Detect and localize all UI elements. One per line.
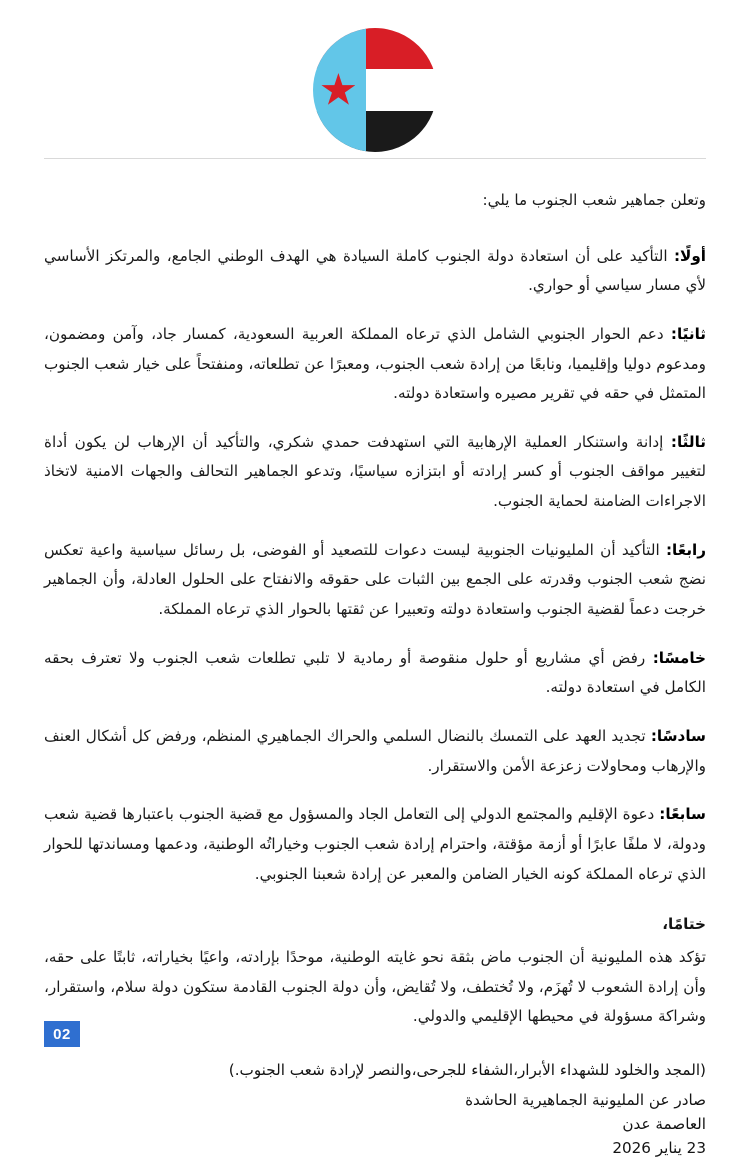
signoff-issuer: صادر عن المليونية الجماهيرية الحاشدة [465,1090,706,1109]
signoff-place: العاصمة عدن [622,1115,706,1134]
clause-6-text: تجديد العهد على التمسك بالنضال السلمي والحراك الجماهيري المنظم، ورفض كل أشكال العنف والإرهاب ومحاولات زعزعة الأمن والاستقرار. [44,726,706,775]
clause-3 [44,428,706,517]
clause-7-lead: سابعًا: [659,805,706,824]
clause-5-lead: خامسًا: [652,648,706,667]
closing-paragraph: تؤكد هذه المليونية أن الجنوب ماض بثقة نحو غايته الوطنية، موحدًا بإرادته، واعيًا بخياراته، ثابتًا على حقه، وأن إرادة الشعوب لا تُهزَم، ولا تُختطف، ولا تُقايض، وأن دولة الجنوب القادمة ستكون دولة سلام، واستقرار، وشراكة مسؤولة في محيطها الإقليمي والدولي. [44,948,706,1026]
south-yemen-flag-roundel-icon [313,28,437,152]
header-divider [44,158,706,159]
clause-2 [44,320,706,409]
signoff-date: 23 يناير 2026 [612,1139,706,1158]
clause-7 [44,800,706,889]
clause-5 [44,644,706,703]
emblem-container [0,28,750,152]
clause-4 [44,536,706,625]
slogan-line: (المجد والخلود للشهداء الأبرار،الشفاء للجرحى،والنصر لإرادة شعب الجنوب.) [228,1061,706,1080]
clause-7-text: دعوة الإقليم والمجتمع الدولي إلى التعامل الجاد والمسؤول مع قضية الجنوب باعتبارها قضية شعب ودولة، لا ملفًا عابرًا أو أزمة مؤقتة، واحترام إرادة شعب الجنوب وخياراتُه الوطنية، ودعمها ومساندتها للحوار الذي ترعاه المملكة كونه الخيار الضامن والمعبر عن إرادة شعبنا الجنوبي. [44,805,706,883]
clause-4-lead: رابعًا: [665,540,706,559]
closing-heading: ختامًا، [662,915,706,934]
clause-1-text: التأكيد على أن استعادة دولة الجنوب كاملة السيادة هي الهدف الوطني الجامع، والمرتكز الأساسي لأي مسار سياسي أو حواري. [44,246,706,295]
clause-1 [44,242,706,301]
clause-1-lead: أولًا: [673,246,706,265]
clause-6-lead: سادسًا: [650,726,706,745]
clause-6 [44,722,706,781]
clause-5-text: رفض أي مشاريع أو حلول منقوصة أو رمادية لا تلبي تطلعات شعب الجنوب ولا تعترف بحقه الكامل في استعادة دولته. [44,648,706,697]
document-body [44,186,706,1161]
clause-3-lead: ثالثًا: [670,432,706,451]
page-number-badge: 02 [44,1021,80,1047]
intro-paragraph: وتعلن جماهير شعب الجنوب ما يلي: [482,191,706,209]
clause-2-lead: ثانيًا: [670,324,706,343]
clause-3-text: إدانة واستنكار العملية الإرهابية التي استهدفت حمدي شكري، والتأكيد أن الإرهاب لن يكون أداة لتغيير مواقف الجنوب أو كسر إرادته أو ابتزازه سياسيًا، وتدعو الجماهير التحالف والجهات الامنية لاتخاذ الاجراءات الضامنة لحماية الجنوب. [44,432,706,511]
clause-2-text: دعم الحوار الجنوبي الشامل الذي ترعاه المملكة العربية السعودية، كمسار جاد، وآمن ومضمون، ومدعوم دوليا وإقليميا، ونابعًا من إرادة شعب الجنوب، ومعبرًا عن تطلعاته، ومنفتحاً على خيار شعب الجنوب المتمثل في حقه في تقرير مصيره واستعادة دولته. [44,324,706,403]
signoff-block [44,1088,706,1161]
clause-4-text: التأكيد أن المليونيات الجنوبية ليست دعوات للتصعيد أو الفوضى، بل رسائل سياسية واعية تعكس نضج شعب الجنوب وقدرته على الجمع بين الثبات على حقوقه والانفتاح على الحلول العادلة، وأن الجماهير خرجت دعماً لقضية الجنوب واستعادة دولته وتعبيرا عن ثقتها بالحوار الذي ترعاه المملكة. [44,540,706,619]
